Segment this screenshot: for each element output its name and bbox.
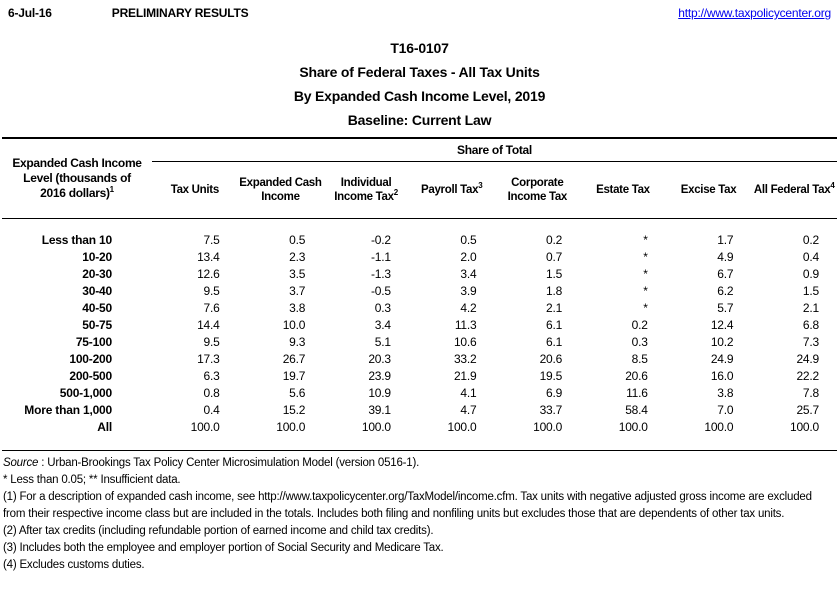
cell: 4.7: [460, 403, 477, 417]
cell: 100.0: [751, 419, 837, 451]
footnote-3: (3) Includes both the employee and employer portion of Social Security and Medicare Tax.: [3, 542, 444, 554]
cell: 100.0: [409, 419, 495, 451]
cell: 0.4: [203, 403, 220, 417]
cell: 5.1: [374, 335, 391, 349]
top-bar: [0, 0, 839, 20]
footnotes: [0, 451, 839, 574]
cell: 1.7: [717, 233, 734, 247]
cell: 0.4: [802, 250, 819, 264]
cell: -1.3: [370, 267, 391, 281]
cell: 5.7: [717, 301, 734, 315]
tax-share-table: [2, 137, 837, 451]
cell: 4.1: [460, 386, 477, 400]
cell: 0.3: [631, 335, 648, 349]
row-label: 30-40: [82, 284, 112, 298]
cell: 0.2: [546, 233, 563, 247]
table-row: [2, 300, 837, 317]
cell: 2.1: [546, 301, 563, 315]
table-row: [2, 283, 837, 300]
cell: 4.2: [460, 301, 477, 315]
preliminary-status: PRELIMINARY RESULTS: [111, 6, 249, 20]
cell: 6.3: [203, 369, 220, 383]
cell: 4.9: [717, 250, 734, 264]
cell: 100.0: [238, 419, 324, 451]
cell: 24.9: [710, 352, 734, 366]
table-row: [2, 334, 837, 351]
cell: 12.4: [710, 318, 734, 332]
cell: -1.1: [370, 250, 391, 264]
cell: 39.1: [368, 403, 391, 417]
table-row: [2, 219, 837, 250]
cell: 100.0: [323, 419, 409, 451]
cell: 2.1: [802, 301, 819, 315]
footnote-4: (4) Excludes customs duties.: [3, 559, 145, 571]
cell: 12.6: [197, 267, 220, 281]
cell: 7.8: [802, 386, 819, 400]
row-label: More than 1,000: [24, 403, 112, 417]
cell: 3.8: [717, 386, 734, 400]
cell: 13.4: [197, 250, 220, 264]
cell: 0.8: [203, 386, 220, 400]
cell: 10.6: [453, 335, 477, 349]
row-label: 10-20: [82, 250, 112, 264]
row-label: All: [2, 419, 152, 451]
table-row: [2, 317, 837, 334]
cell: -0.2: [370, 233, 391, 247]
cell: 7.5: [203, 233, 220, 247]
cell: 16.0: [710, 369, 734, 383]
col-header-expanded-cash-income: Expanded Cash Income: [238, 162, 324, 219]
table-row: [2, 368, 837, 385]
cell: 20.3: [368, 352, 391, 366]
cell: 6.2: [717, 284, 734, 298]
cell: 2.0: [460, 250, 477, 264]
footnote-1: (1) For a description of expanded cash income, see http://www.taxpolicycenter.org/TaxModel/income.cfm. Tax units with negative adjusted gross income are excluded from their respective income class but are included in the totals. Includes both filing and nonfiling units but excludes those that are dependents of other tax units.: [3, 491, 812, 520]
row-label: Less than 10: [41, 233, 112, 247]
cell: 26.7: [282, 352, 306, 366]
cell: 7.0: [717, 403, 734, 417]
cell: 21.9: [453, 369, 477, 383]
cell: 7.6: [203, 301, 220, 315]
cell: 20.6: [625, 369, 648, 383]
cell: *: [643, 267, 648, 281]
cell: 9.5: [203, 284, 220, 298]
cell: 0.9: [802, 267, 819, 281]
source-note: [3, 455, 836, 472]
table-row: [2, 402, 837, 419]
table-title: Share of Federal Taxes - All Tax Units: [299, 64, 540, 80]
cell: 1.5: [802, 284, 819, 298]
table-row: [2, 266, 837, 283]
cell: 20.6: [539, 352, 563, 366]
col-header-all-federal-tax: All Federal Tax$^4$: [751, 162, 837, 219]
row-label: 50-75: [82, 318, 112, 332]
source-label: Source: [3, 457, 39, 469]
cell: 15.2: [282, 403, 306, 417]
cell: 2.3: [289, 250, 306, 264]
cell: 9.5: [203, 335, 220, 349]
col-header-corporate-income-tax: Corporate Income Tax: [495, 162, 581, 219]
row-header-income-level: Expanded Cash Income Level (thousands of 2016 dollars)$^1$: [2, 138, 152, 219]
cell: 6.7: [717, 267, 734, 281]
cell: 17.3: [197, 352, 220, 366]
col-header-payroll-tax: Payroll Tax$^3$: [409, 162, 495, 219]
cell: 3.8: [289, 301, 306, 315]
cell: 0.3: [374, 301, 391, 315]
row-label: 500-1,000: [59, 386, 112, 400]
row-label: 200-500: [69, 369, 112, 383]
cell: 11.6: [626, 386, 648, 400]
cell: -0.5: [370, 284, 391, 298]
cell: 23.9: [368, 369, 391, 383]
col-header-excise-tax: Excise Tax: [666, 162, 752, 219]
cell: 0.5: [289, 233, 306, 247]
cell: 6.1: [546, 335, 563, 349]
table-row: [2, 419, 837, 451]
row-label: 75-100: [75, 335, 112, 349]
cell: 3.7: [289, 284, 306, 298]
table-row: [2, 249, 837, 266]
cell: *: [643, 284, 648, 298]
cell: *: [643, 233, 648, 247]
cell: 1.5: [546, 267, 563, 281]
website-link[interactable]: http://www.taxpolicycenter.org: [678, 6, 831, 20]
cell: *: [643, 250, 648, 264]
col-header-estate-tax: Estate Tax: [580, 162, 666, 219]
cell: 9.3: [289, 335, 306, 349]
cell: 25.7: [796, 403, 819, 417]
cell: 11.3: [454, 318, 477, 332]
table-row: [2, 385, 837, 402]
cell: 6.1: [546, 318, 563, 332]
table-body: [2, 219, 837, 451]
cell: 3.9: [460, 284, 477, 298]
cell: 7.3: [802, 335, 819, 349]
row-label: 40-50: [82, 301, 112, 315]
col-header-tax-units: Tax Units: [152, 162, 238, 219]
legend-note: * Less than 0.05; ** Insufficient data.: [3, 474, 181, 486]
table-baseline: Baseline: Current Law: [347, 112, 492, 128]
cell: 0.2: [631, 318, 648, 332]
cell: 33.2: [453, 352, 477, 366]
cell: 22.2: [796, 369, 819, 383]
cell: 19.7: [282, 369, 306, 383]
table-row: [2, 351, 837, 368]
cell: 3.4: [374, 318, 391, 332]
cell: 1.8: [546, 284, 563, 298]
cell: 0.7: [546, 250, 563, 264]
cell: 5.6: [289, 386, 306, 400]
cell: 10.9: [368, 386, 391, 400]
cell: 6.9: [546, 386, 563, 400]
cell: 0.5: [460, 233, 477, 247]
cell: 58.4: [625, 403, 648, 417]
col-header-individual-income-tax: Individual Income Tax$^2$: [323, 162, 409, 219]
cell: 0.2: [802, 233, 819, 247]
table-header: [2, 138, 837, 219]
cell: 10.0: [282, 318, 306, 332]
table-id-title: T16-0107: [390, 40, 449, 56]
footnote-2: (2) After tax credits (including refundable portion of earned income and child tax credits).: [3, 525, 434, 537]
report-date: 6-Jul-16: [8, 6, 52, 20]
cell: 14.4: [197, 318, 220, 332]
cell: 3.4: [460, 267, 477, 281]
source-text: : Urban-Brookings Tax Policy Center Microsimulation Model (version 0516-1).: [38, 457, 420, 469]
cell: 33.7: [539, 403, 563, 417]
cell: 100.0: [152, 419, 238, 451]
cell: 8.5: [631, 352, 648, 366]
cell: 6.8: [802, 318, 819, 332]
spanner-share-of-total: Share of Total: [152, 138, 837, 162]
cell: 24.9: [796, 352, 819, 366]
cell: 10.2: [710, 335, 734, 349]
title-block: [0, 41, 839, 127]
row-label: 100-200: [69, 352, 112, 366]
table-subtitle: By Expanded Cash Income Level, 2019: [293, 88, 546, 104]
cell: 100.0: [666, 419, 752, 451]
cell: 100.0: [495, 419, 581, 451]
row-label: 20-30: [82, 267, 112, 281]
cell: *: [643, 301, 648, 315]
cell: 19.5: [539, 369, 563, 383]
cell: 3.5: [289, 267, 306, 281]
cell: 100.0: [580, 419, 666, 451]
